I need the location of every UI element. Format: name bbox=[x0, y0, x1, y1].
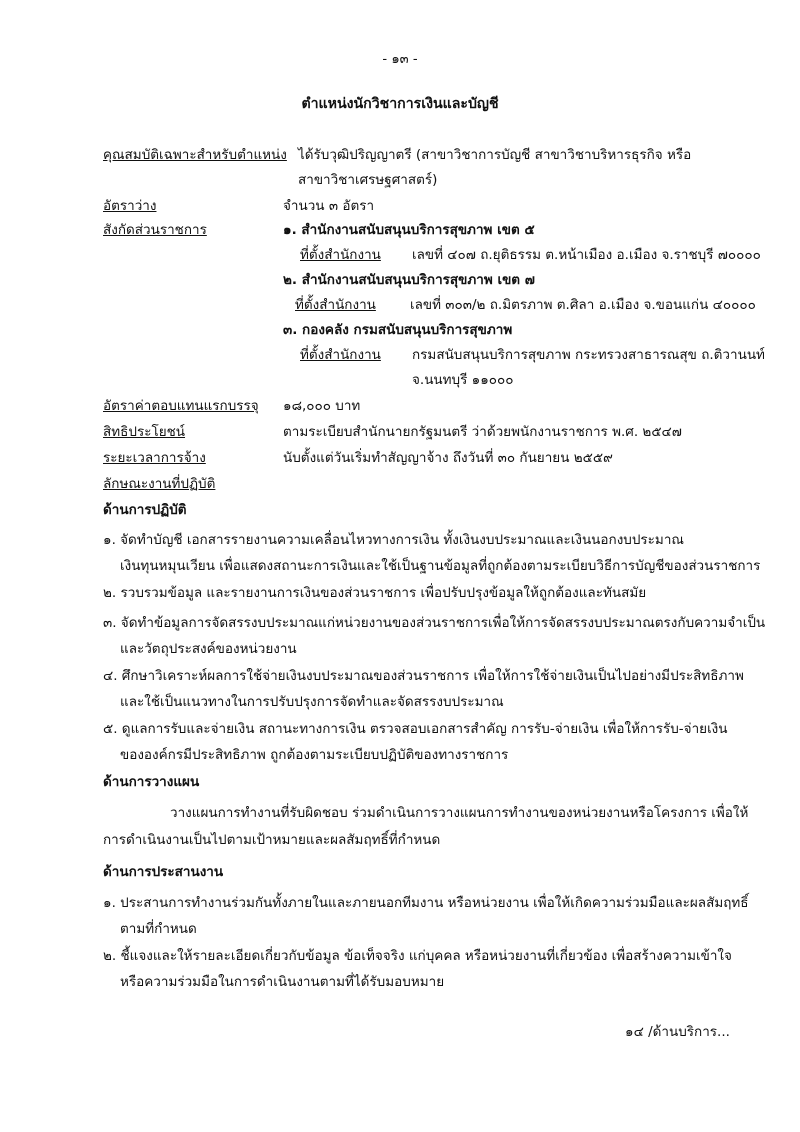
operation-item: ๒. รวบรวมข้อมูล และรายงานการเงินของส่วนราชการ เพื่อปรับปรุงข้อมูลให้ถูกต้องและทันสมัย bbox=[103, 585, 647, 601]
office-location-label: ที่ตั้งสำนักงาน bbox=[300, 347, 381, 363]
operation-item-cont: เงินทุนหมุนเวียน เพื่อแสดงสถานะการเงินและใช้เป็นฐานข้อมูลที่ถูกต้องตามระเบียบวิธีการบัญชีของส่วนราชการ bbox=[120, 558, 761, 574]
office-name: ๓. กองคลัง กรมสนับสนุนบริการสุขภาพ bbox=[283, 322, 513, 338]
qualification-line2: สาขาวิชาเศรษฐศาสตร์) bbox=[298, 172, 438, 188]
operation-item-cont: ขององค์กรมีประสิทธิภาพ ถูกต้องตามระเบียบปฏิบัติของทางราชการ bbox=[120, 747, 509, 763]
office-address: เลขที่ ๓๐๓/๒ ถ.มิตรภาพ ต.ศิลา อ.เมือง จ.ขอนแก่น ๔๐๐๐๐ bbox=[410, 297, 756, 313]
salary-value: ๑๘,๐๐๐ บาท bbox=[283, 398, 361, 414]
coordination-item: ๒. ชี้แจงและให้รายละเอียดเกี่ยวกับข้อมูล ข้อเท็จจริง แก่บุคคล หรือหน่วยงานที่เกี่ยวข้อง เพื่อสร้างความเข้าใจ bbox=[103, 948, 732, 964]
next-page-marker: ๑๔ /ด้านบริการ... bbox=[625, 1024, 730, 1040]
planning-text: วางแผนการทำงานที่รับผิดชอบ ร่วมดำเนินการวางแผนการทำงานของหน่วยงานหรือโครงการ เพื่อให้ bbox=[170, 805, 749, 821]
period-label: ระยะเวลาการจ้าง bbox=[103, 450, 206, 466]
office-address-line2: จ.นนทบุรี ๑๑๐๐๐ bbox=[412, 372, 514, 388]
benefits-label: สิทธิประโยชน์ bbox=[103, 424, 186, 440]
coordination-item-cont: หรือความร่วมมือในการดำเนินงานตามที่ได้รับมอบหมาย bbox=[120, 974, 445, 990]
operation-item: ๓. จัดทำข้อมูลการจัดสรรงบประมาณแก่หน่วยงานของส่วนราชการเพื่อให้การจัดสรรงบประมาณตรงกับความจำเป็น bbox=[103, 615, 766, 631]
page-title: ตำแหน่งนักวิชาการเงินและบัญชี bbox=[301, 96, 499, 112]
qualification-label: คุณสมบัติเฉพาะสำหรับตำแหน่ง bbox=[103, 147, 287, 163]
page-number: - ๑๓ - bbox=[382, 52, 418, 67]
office-address: กรมสนับสนุนบริการสุขภาพ กระทรวงสาธารณสุข ถ.ติวานนท์ bbox=[412, 347, 765, 363]
operation-item: ๔. ศึกษาวิเคราะห์ผลการใช้จ่ายเงินงบประมาณของส่วนราชการ เพื่อให้การใช้จ่ายเงินเป็นไปอย่างมีประสิทธิภาพ bbox=[103, 668, 744, 684]
vacancy-label: อัตราว่าง bbox=[103, 198, 157, 214]
qualification-line1: ได้รับวุฒิปริญญาตรี (สาขาวิชาการบัญชี สาขาวิชาบริหารธุรกิจ หรือ bbox=[298, 147, 692, 163]
planning-text-cont: การดำเนินงานเป็นไปตามเป้าหมายและผลสัมฤทธิ์ที่กำหนด bbox=[103, 832, 441, 848]
office-address: เลขที่ ๔๐๗ ถ.ยุติธรรม ต.หน้าเมือง อ.เมือง จ.ราชบุรี ๗๐๐๐๐ bbox=[412, 247, 761, 263]
operations-heading: ด้านการปฏิบัติ bbox=[103, 502, 187, 518]
salary-label: อัตราค่าตอบแทนแรกบรรจุ bbox=[103, 398, 259, 414]
planning-heading: ด้านการวางแผน bbox=[103, 774, 200, 790]
affiliation-label: สังกัดส่วนราชการ bbox=[103, 222, 207, 238]
office-location-label: ที่ตั้งสำนักงาน bbox=[295, 297, 376, 313]
office-name: ๒. สำนักงานสนับสนุนบริการสุขภาพ เขต ๗ bbox=[283, 272, 535, 288]
coordination-heading: ด้านการประสานงาน bbox=[103, 864, 224, 880]
operation-item: ๑. จัดทำบัญชี เอกสารรายงานความเคลื่อนไหวทางการเงิน ทั้งเงินงบประมาณและเงินนอกงบประมาณ bbox=[103, 532, 684, 548]
coordination-item: ๑. ประสานการทำงานร่วมกันทั้งภายในและภายนอกทีมงาน หรือหน่วยงาน เพื่อให้เกิดความร่วมมือและผลสัมฤทธิ์ bbox=[103, 895, 749, 911]
coordination-item-cont: ตามที่กำหนด bbox=[120, 921, 197, 937]
office-name: ๑. สำนักงานสนับสนุนบริการสุขภาพ เขต ๕ bbox=[283, 222, 535, 238]
benefits-value: ตามระเบียบสำนักนายกรัฐมนตรี ว่าด้วยพนักงานราชการ พ.ศ. ๒๕๔๗ bbox=[283, 424, 682, 440]
office-location-label: ที่ตั้งสำนักงาน bbox=[300, 247, 381, 263]
duties-label: ลักษณะงานที่ปฏิบัติ bbox=[103, 476, 216, 492]
vacancy-value: จำนวน ๓ อัตรา bbox=[283, 198, 375, 214]
operation-item-cont: และใช้เป็นแนวทางในการปรับปรุงการจัดทำและจัดสรรงบประมาณ bbox=[120, 694, 504, 710]
period-value: นับตั้งแต่วันเริ่มทำสัญญาจ้าง ถึงวันที่ ๓๐ กันยายน ๒๕๕๙ bbox=[283, 450, 613, 466]
operation-item-cont: และวัตถุประสงค์ของหน่วยงาน bbox=[120, 641, 297, 657]
operation-item: ๕. ดูแลการรับและจ่ายเงิน สถานะทางการเงิน ตรวจสอบเอกสารสำคัญ การรับ-จ่ายเงิน เพื่อให้การรับ-จ่ายเงิน bbox=[103, 721, 728, 737]
